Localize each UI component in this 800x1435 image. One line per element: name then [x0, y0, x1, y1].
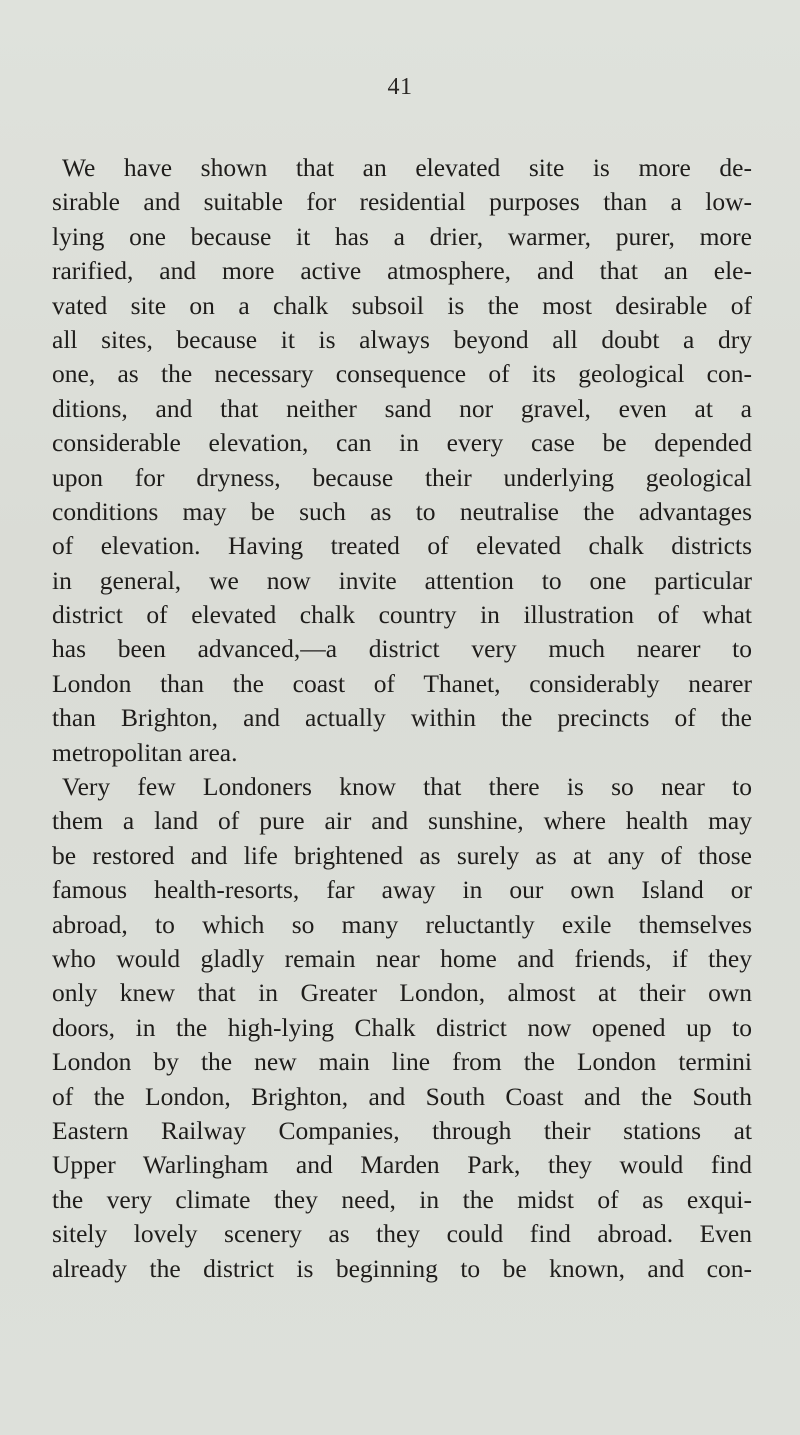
text-line: famous health-resorts, far away in our own Island or	[52, 875, 752, 905]
text-line: has been advanced,—a district very much nearer to	[52, 634, 752, 664]
text-line: sitely lovely scenery as they could find abroad. Even	[52, 1219, 752, 1249]
text-line: considerable elevation, can in every case be depended	[52, 428, 752, 458]
text-line: Upper Warlingham and Marden Park, they would find	[52, 1150, 752, 1180]
text-line: all sites, because it is always beyond all doubt a dry	[52, 324, 752, 354]
text-line: one, as the necessary consequence of its geological con-	[52, 359, 752, 389]
body-text	[52, 151, 752, 1286]
text-line: be restored and life brightened as surely as at any of those	[52, 840, 752, 870]
text-line: upon for dryness, because their underlying geological	[52, 462, 752, 492]
text-line: district of elevated chalk country in illustration of what	[52, 600, 752, 630]
text-line: lying one because it has a drier, warmer, purer, more	[52, 221, 752, 251]
text-line: already the district is beginning to be known, and con-	[52, 1253, 752, 1283]
text-line: of the London, Brighton, and South Coast and the South	[52, 1081, 752, 1111]
text-line: conditions may be such as to neutralise the advantages	[52, 496, 752, 526]
text-line: in general, we now invite attention to one particular	[52, 565, 752, 595]
text-line: who would gladly remain near home and friends, if they	[52, 943, 752, 973]
text-line: them a land of pure air and sunshine, where health may	[52, 806, 752, 836]
text-line: vated site on a chalk subsoil is the most desirable of	[52, 290, 752, 320]
text-line: only knew that in Greater London, almost at their own	[52, 978, 752, 1008]
text-line: doors, in the high-lying Chalk district now opened up to	[52, 1012, 752, 1042]
text-line: than Brighton, and actually within the precincts of the	[52, 703, 752, 733]
text-line: rarified, and more active atmosphere, and that an ele-	[52, 256, 752, 286]
page-number: 41	[387, 74, 413, 100]
text-line: sirable and suitable for residential purposes than a low-	[52, 187, 752, 217]
text-line: Very few Londoners know that there is so near to	[62, 772, 752, 802]
text-line: metropolitan area.	[52, 737, 238, 767]
text-line: the very climate they need, in the midst of as exqui-	[52, 1184, 752, 1214]
text-line: of elevation. Having treated of elevated chalk districts	[52, 531, 752, 561]
text-line: Eastern Railway Companies, through their stations at	[52, 1115, 752, 1145]
text-line: We have shown that an elevated site is more de-	[62, 153, 752, 182]
text-line: London by the new main line from the London termini	[52, 1047, 752, 1077]
text-line: abroad, to which so many reluctantly exile themselves	[52, 909, 752, 939]
text-line: London than the coast of Thanet, considerably nearer	[52, 668, 752, 698]
text-line: ditions, and that neither sand nor gravel, even at a	[52, 393, 752, 423]
